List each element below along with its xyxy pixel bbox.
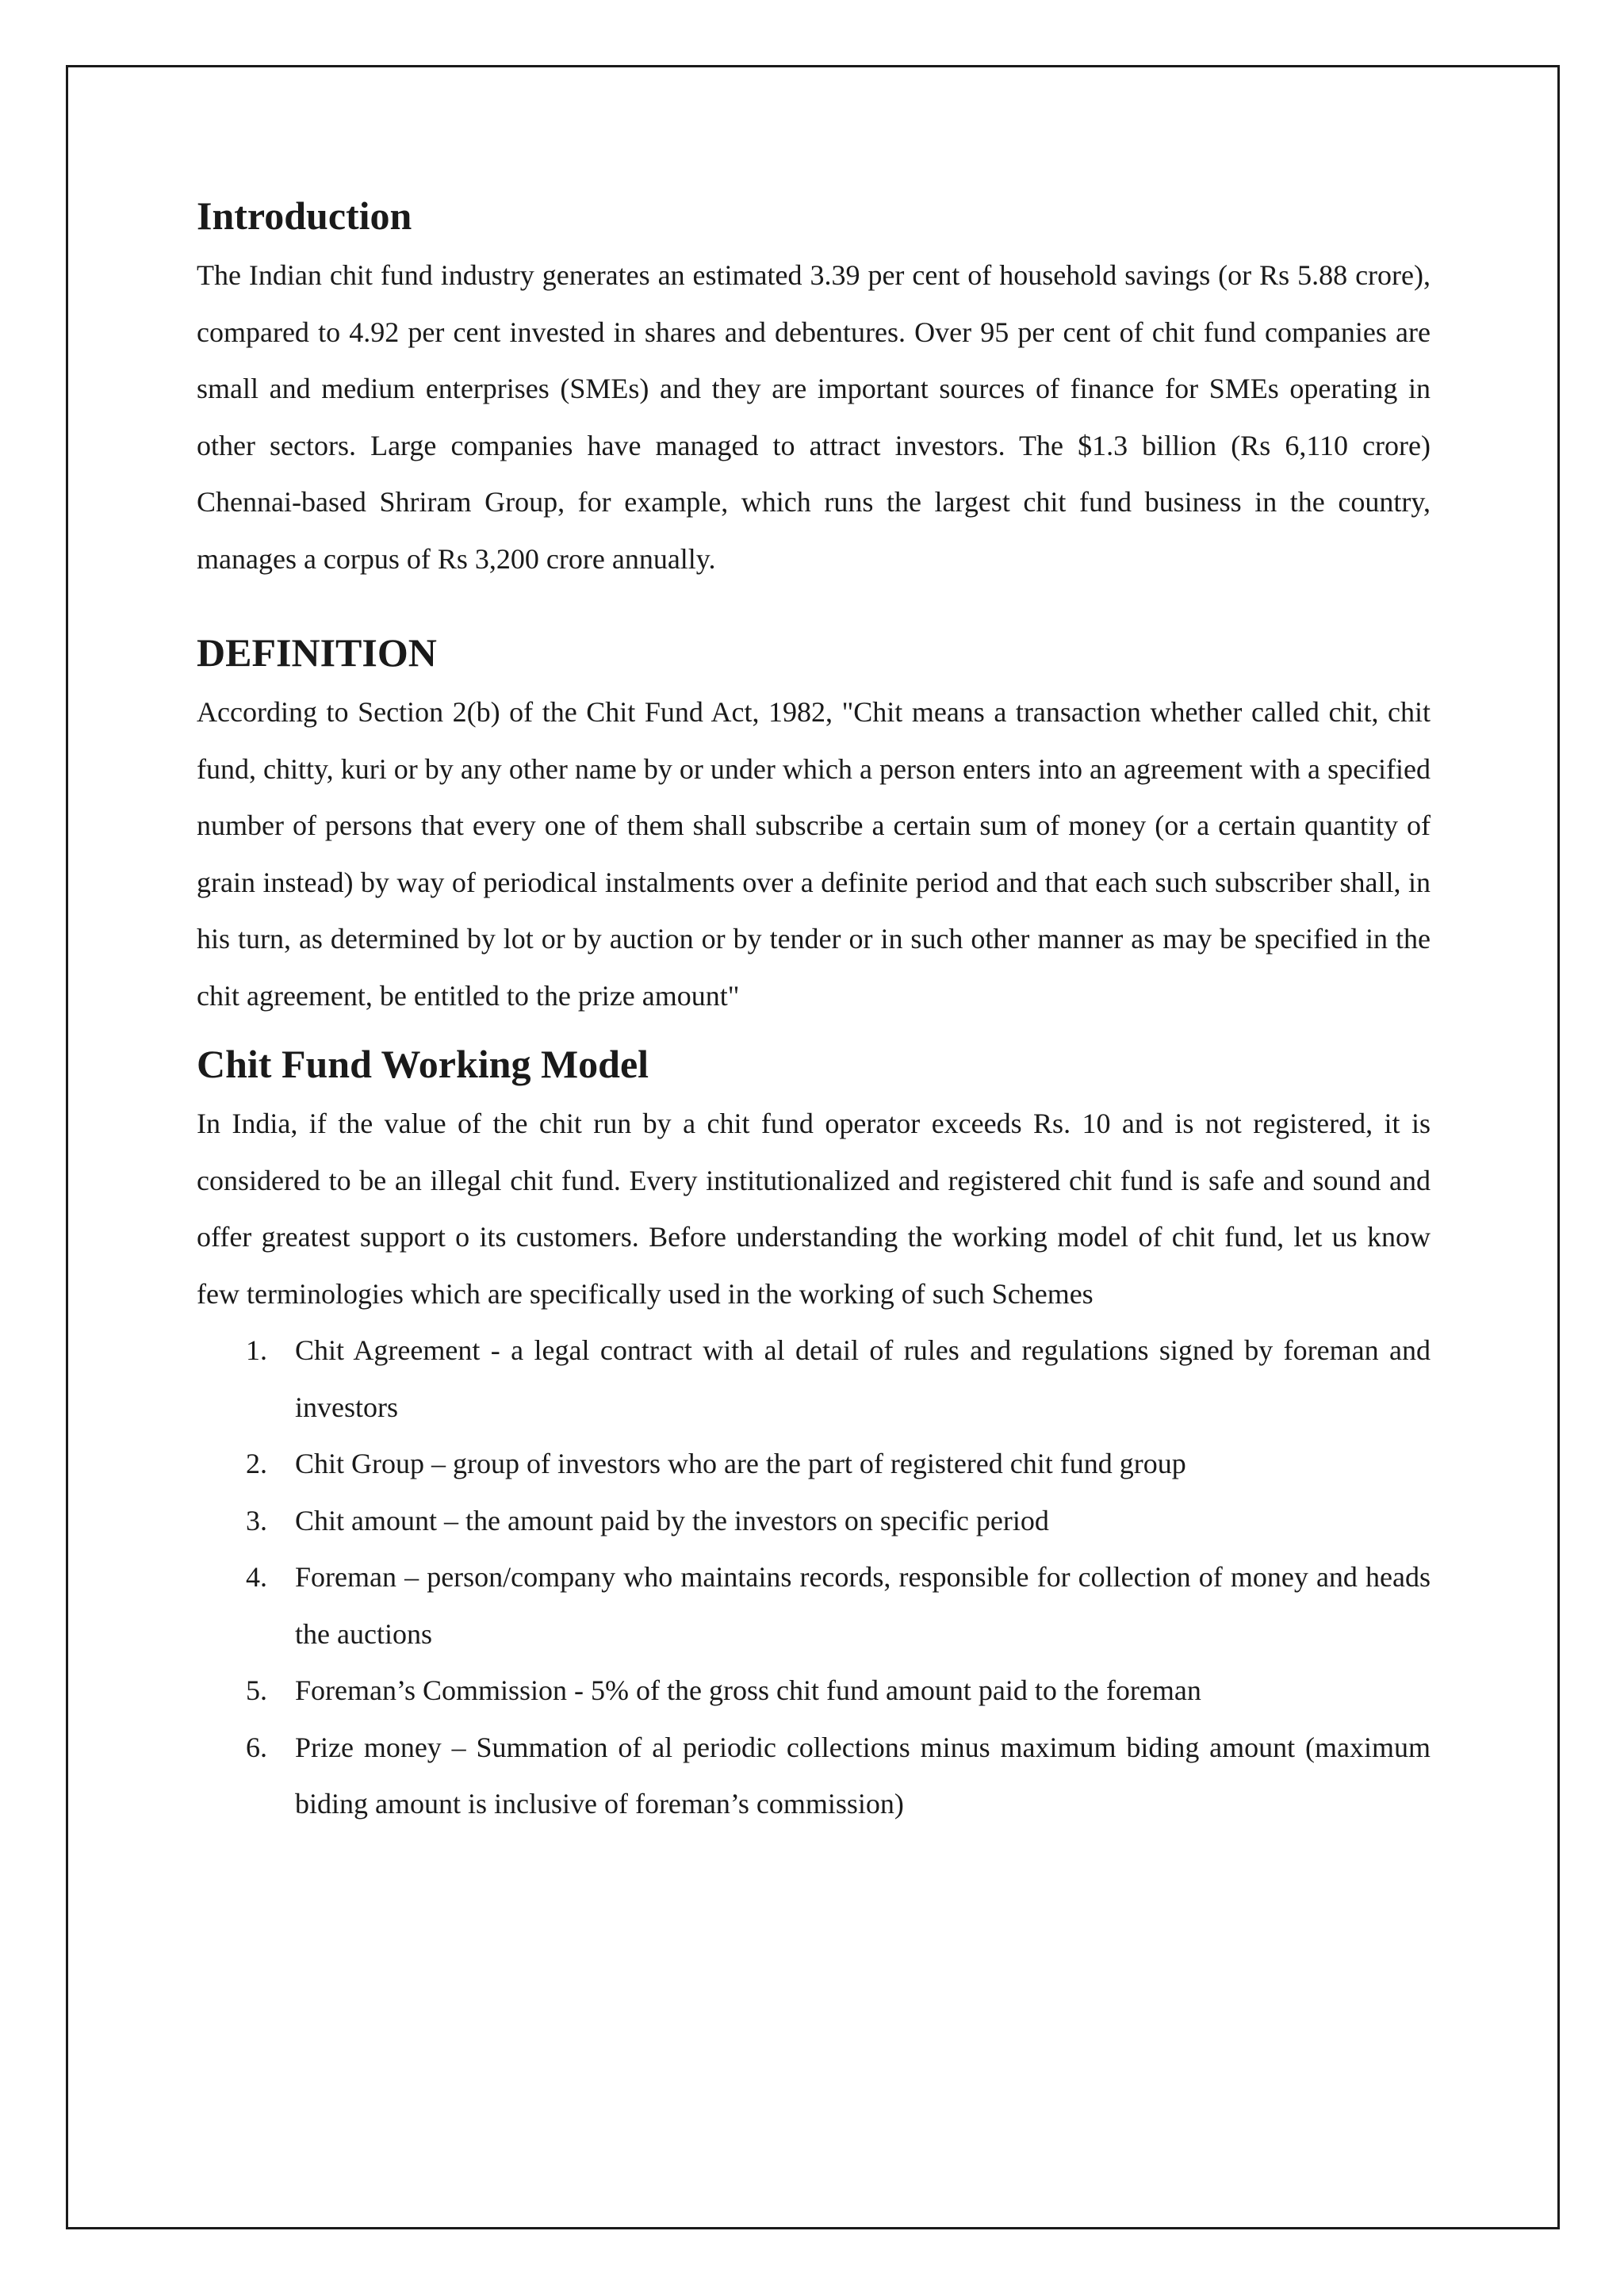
list-item-text: Foreman’s Commission - 5% of the gross chit fund amount paid to the foreman [295,1674,1201,1706]
terminology-list [197,1322,1431,1833]
list-item-text: Chit Agreement - a legal contract with al detail of rules and regulations signed by foreman and investors [295,1334,1431,1423]
list-item [246,1549,1431,1663]
section-heading-working-model: Chit Fund Working Model [197,1042,649,1086]
introduction-paragraph: The Indian chit fund industry generates an estimated 3.39 per cent of household savings (or Rs 5.88 crore), compared to 4.92 per cent invested in shares and debentures. Over 95 per cent of chit fund companies are small and medium enterprises (SMEs) and they are important sources of finance for SMEs operating in other sectors. Large companies have managed to attract investors. The $1.3 billion (Rs 6,110 crore) Chennai-based Shriram Group, for example, which runs the largest chit fund business in the country, manages a corpus of Rs 3,200 crore annually. [197,259,1431,575]
list-item [246,1493,1431,1550]
list-item-number: 5. [246,1674,267,1706]
section-heading-introduction: Introduction [197,193,412,238]
definition-paragraph: According to Section 2(b) of the Chit Fund Act, 1982, "Chit means a transaction whether called chit, chit fund, chitty, kuri or by any other name by or under which a person enters into an agreement with a specified number of persons that every one of them shall subscribe a certain sum of money (or a certain quantity of grain instead) by way of periodical instalments over a definite period and that each such subscriber shall, in his turn, as determined by lot or by auction or by tender or in such other manner as may be specified in the chit agreement, be entitled to the prize amount" [197,696,1431,1012]
list-item [246,1720,1431,1833]
list-item [246,1663,1431,1720]
list-item-number: 6. [246,1731,267,1763]
working-model-paragraph: In India, if the value of the chit run by a chit fund operator exceeds Rs. 10 and is not registered, it is considered to be an illegal chit fund. Every institutionalized and registered chit fund is safe and sound and offer greatest support o its customers. Before understanding the working model of chit fund, let us know few terminologies which are specifically used in the working of such Schemes [197,1108,1431,1310]
list-item-text: Chit amount – the amount paid by the investors on specific period [295,1504,1049,1536]
list-item-number: 2. [246,1448,267,1479]
list-item [246,1322,1431,1436]
list-item-number: 1. [246,1334,267,1366]
section-heading-definition: DEFINITION [197,630,437,675]
list-item-text: Foreman – person/company who maintains records, responsible for collection of money and heads the auctions [295,1561,1431,1650]
list-item-text: Prize money – Summation of al periodic collections minus maximum biding amount (maximum biding amount is inclusive of foreman’s commission) [295,1731,1431,1820]
list-item-number: 4. [246,1561,267,1593]
document-body [197,190,1431,1833]
list-item-number: 3. [246,1504,267,1536]
list-item-text: Chit Group – group of investors who are the part of registered chit fund group [295,1448,1186,1479]
list-item [246,1436,1431,1493]
